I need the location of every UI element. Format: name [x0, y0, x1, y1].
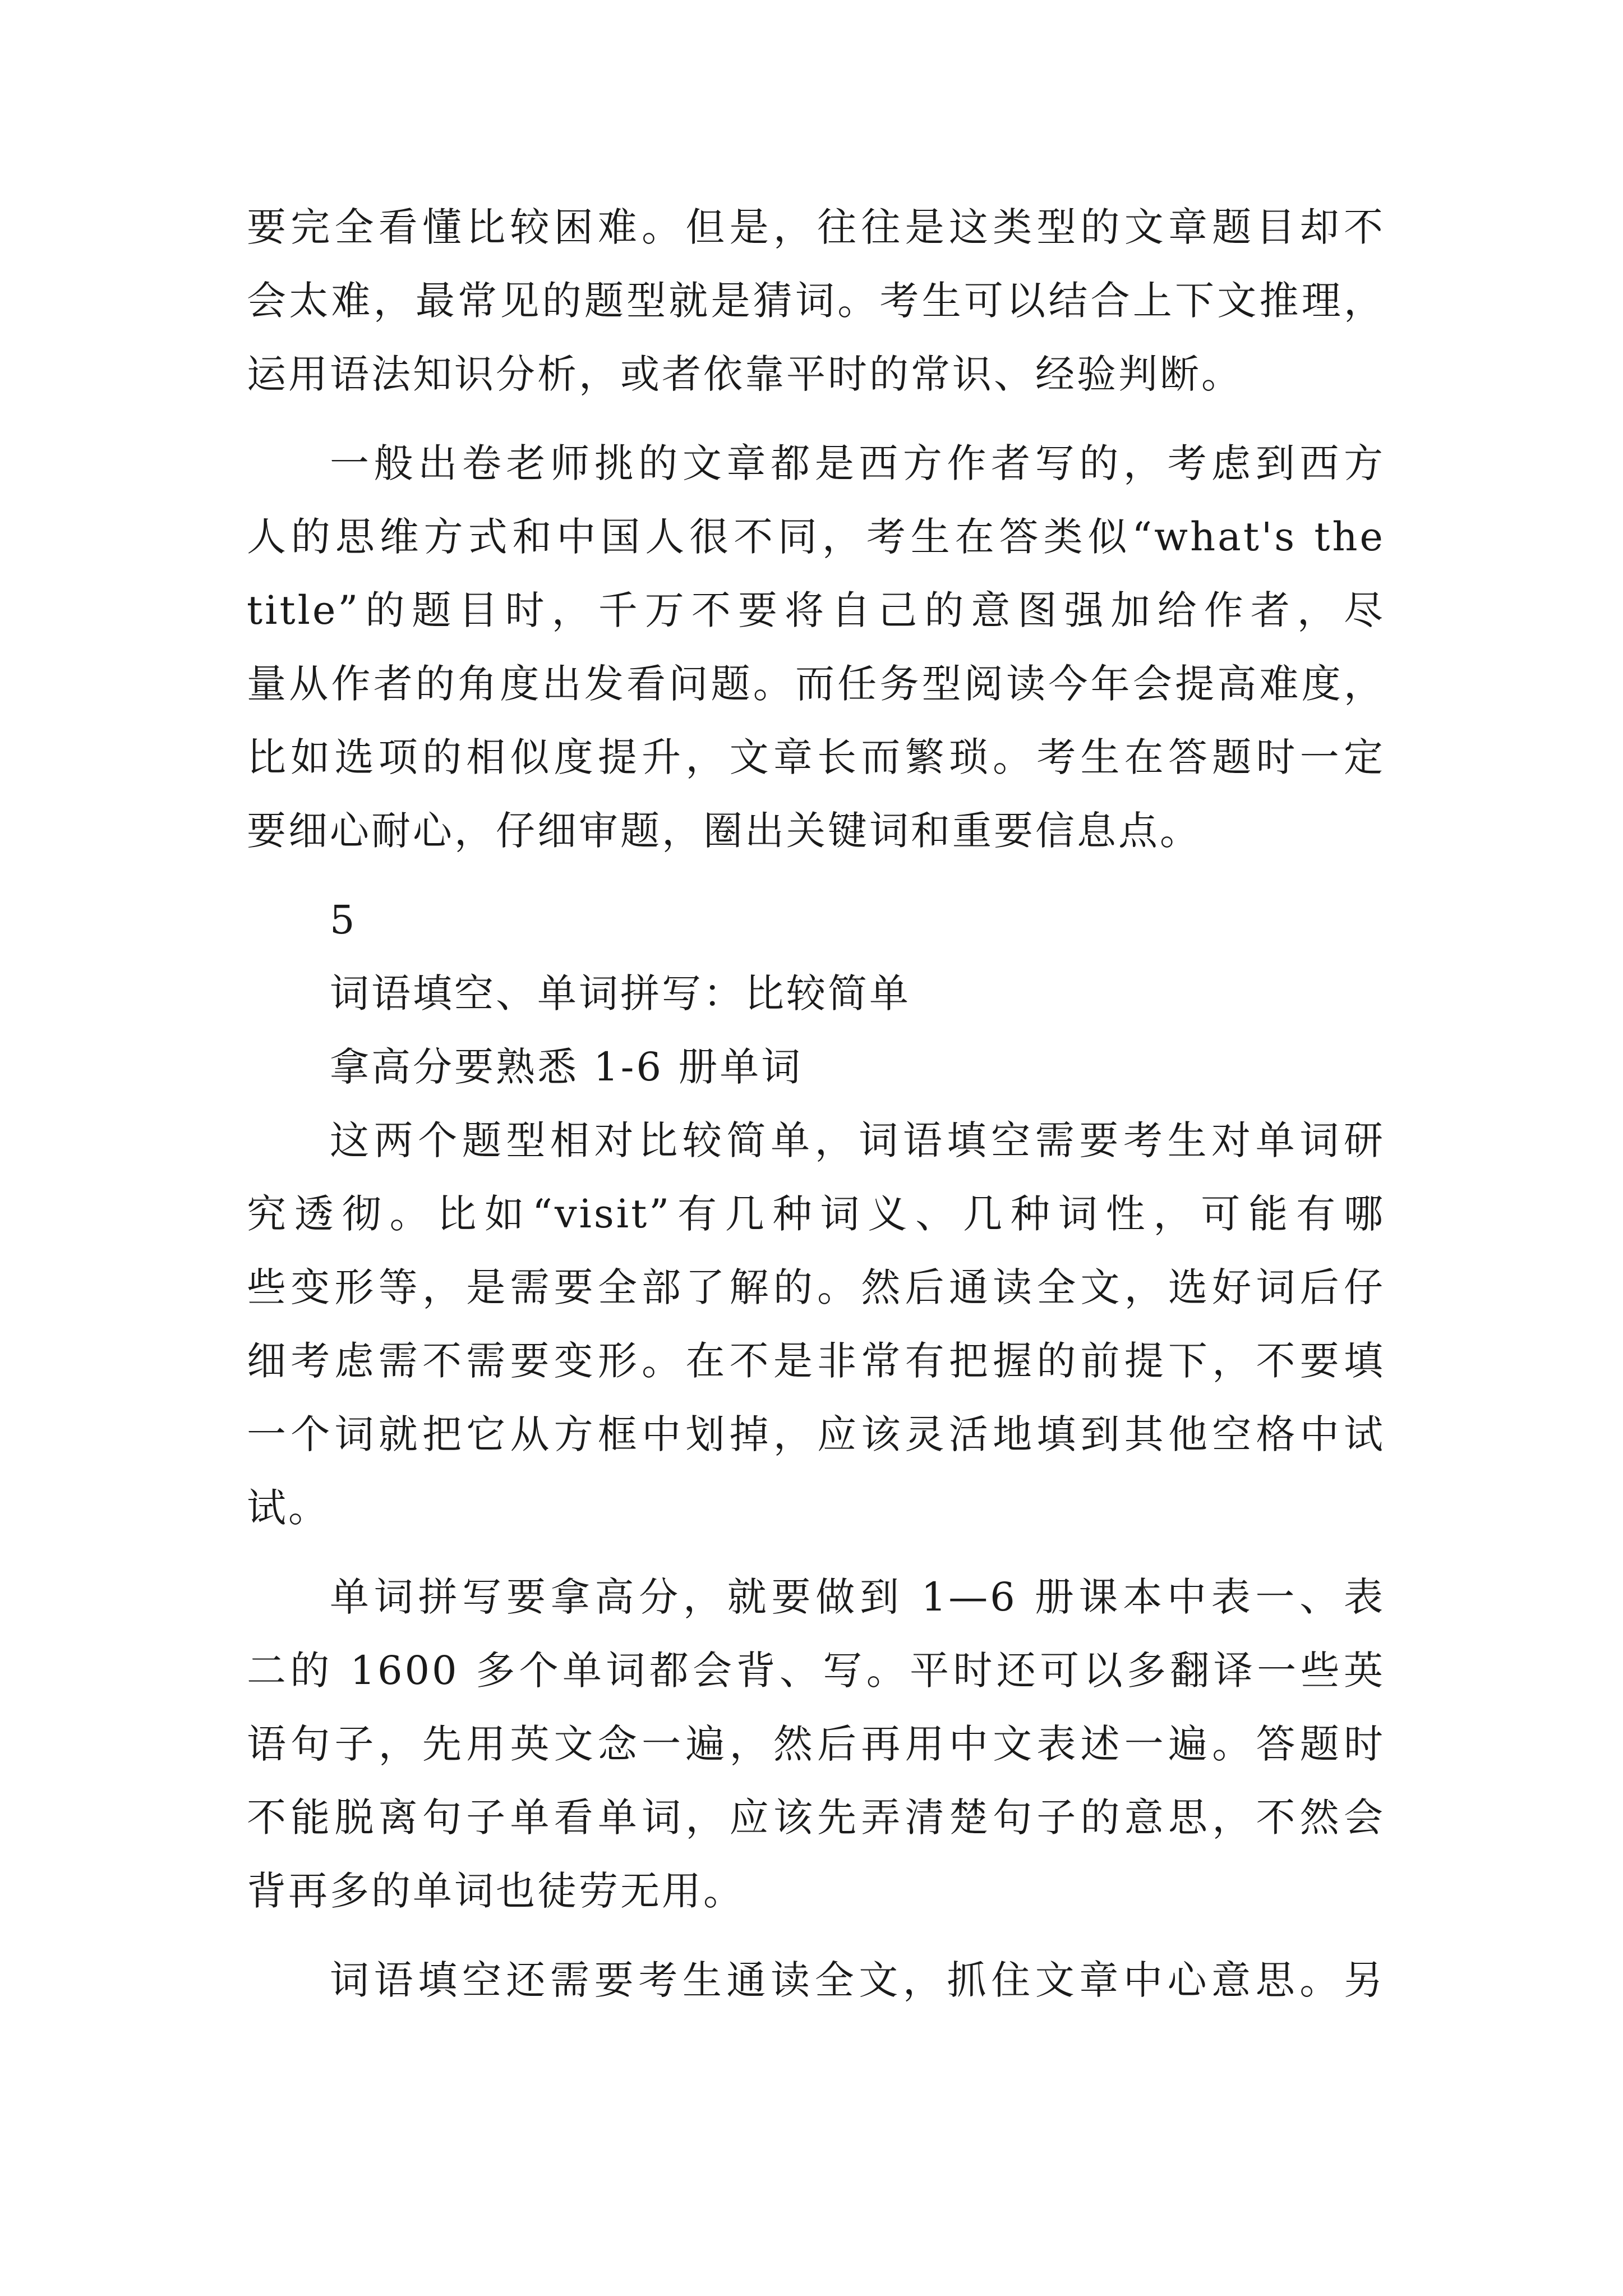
text-line: 究透彻。比如“visit”有几种词义、几种词性，可能有哪	[247, 1191, 1385, 1237]
text-line: 人的思维方式和中国人很不同，考生在答类似“what's the	[247, 514, 1385, 560]
text-line: 不能脱离句子单看单词，应该先弄清楚句子的意思，不然会	[247, 1795, 1385, 1841]
text-line: 运用语法知识分析，或者依靠平时的常识、经验判断。	[247, 351, 1243, 397]
document-body	[247, 191, 1385, 2017]
text-line: 拿高分要熟悉 1-6 册单词	[330, 1044, 803, 1090]
text-line: 二的 1600 多个单词都会背、写。平时还可以多翻译一些英	[247, 1648, 1385, 1694]
text-line: 一般出卷老师挑的文章都是西方作者写的，考虑到西方	[330, 440, 1385, 486]
text-line: 这两个题型相对比较简单，词语填空需要考生对单词研	[330, 1117, 1385, 1163]
text-line: 比如选项的相似度提升，文章长而繁琐。考生在答题时一定	[247, 734, 1385, 780]
text-line: 试。	[247, 1485, 330, 1531]
text-line: 些变形等，是需要全部了解的。然后通读全文，选好词后仔	[247, 1264, 1385, 1310]
text-line: title”的题目时，千万不要将自己的意图强加给作者，尽	[247, 587, 1385, 633]
text-line: 单词拼写要拿高分，就要做到 1—6 册课本中表一、表	[330, 1574, 1385, 1620]
text-line: 要完全看懂比较困难。但是，往往是这类型的文章题目却不	[247, 204, 1385, 250]
text-line: 词语填空还需要考生通读全文，抓住文章中心意思。另	[330, 1957, 1385, 2003]
text-line: 词语填空、单词拼写：比较简单	[330, 970, 911, 1016]
paragraph-5	[247, 1944, 1385, 2017]
section-number	[247, 884, 1385, 957]
text-line: 语句子，先用英文念一遍，然后再用中文表述一遍。答题时	[247, 1721, 1385, 1767]
section-heading	[247, 957, 1385, 1030]
paragraph-4	[247, 1561, 1385, 1928]
text-line: 要细心耐心，仔细审题，圈出关键词和重要信息点。	[247, 808, 1201, 854]
text-line: 5	[330, 897, 357, 943]
paragraph-3	[247, 1104, 1385, 1545]
section-subheading	[247, 1030, 1385, 1104]
text-line: 一个词就把它从方框中划掉，应该灵活地填到其他空格中试	[247, 1411, 1385, 1457]
text-line: 背再多的单词也徒劳无用。	[247, 1868, 745, 1914]
paragraph-2	[247, 427, 1385, 868]
paragraph-1	[247, 191, 1385, 411]
text-line: 量从作者的角度出发看问题。而任务型阅读今年会提高难度，	[247, 661, 1385, 707]
text-line: 会太难，最常见的题型就是猜词。考生可以结合上下文推理，	[247, 278, 1385, 324]
text-line: 细考虑需不需要变形。在不是非常有把握的前提下，不要填	[247, 1338, 1385, 1384]
